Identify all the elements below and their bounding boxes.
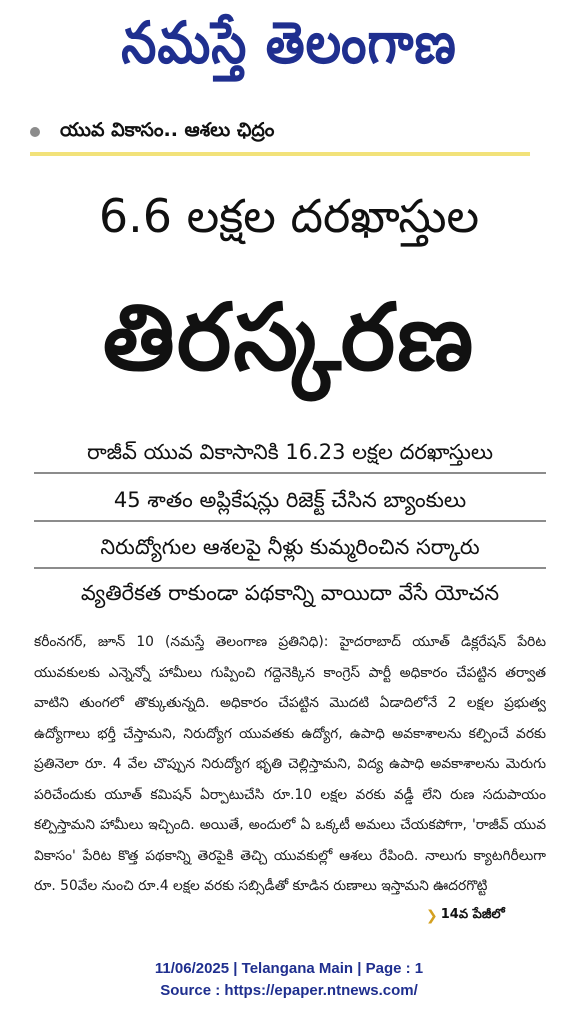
- continuation-label: 14వ పేజీలో: [440, 907, 505, 922]
- kicker-underline: [30, 152, 530, 156]
- footer-date-page: 11/06/2025 | Telangana Main | Page : 1: [154, 960, 424, 977]
- continuation-link[interactable]: [426, 905, 505, 927]
- newspaper-masthead: నమస్తే తెలంగాణ: [121, 8, 457, 77]
- subhead-4: వ్యతిరేకత రాకుండా పథకాన్ని వాయిదా వేసే యోచన: [80, 581, 500, 605]
- kicker-text: యువ వికాసం.. ఆశలు ఛిద్రం: [60, 118, 275, 141]
- chevron-right-icon: ❯: [426, 908, 438, 924]
- kicker-row: [28, 116, 548, 148]
- article-body: కరీంనగర్, జూన్ 10 (నమస్తే తెలంగాణ ప్రతినిధి): హైదరాబాద్ యూత్ డిక్లరేషన్ పేరిట యువకులకు ఎన్నెన్నో హామీలు గుప్పించి గద్దెనెక్కిన కాంగ్రెస్ పార్టీ అధికారం చేపట్టిన తర్వాత వాటిని తుంగలో తొక్కుతున్నది. అధికారం చేపట్టిన మొదటి ఏడాదిలోనే 2 లక్షల ప్రభుత్వ ఉద్యోగాలు భర్తీ చేస్తామని, నిరుద్యోగ యువతకు ఉద్యోగ, ఉపాధి అవకాశాలను కల్పించే వరకు ప్రతినెలా రూ. 4 వేల చొప్పున నిరుద్యోగ భృతి చెల్లిస్తామని, విద్య ఉపాధి అవకాశాలను మెరుగు పరిచేందుకు యూత్ కమిషన్ ఏర్పాటుచేసి రూ.10 లక్షల వరకు వడ్డీ లేని రుణ సదుపాయం కల్పిస్తామని హామీలు ఇచ్చింది. అయితే, అందులో ఏ ఒక్కటీ అమలు చేయకపోగా, 'రాజీవ్ యువ వికాసం' పేరిట కొత్త పథకాన్ని తెరపైకి తెచ్చి యువకుల్లో ఆశలు రేపింది. నాలుగు క్యాటగిరీలుగా రూ. 50వేల నుంచి రూ.4 లక్షల వరకు సబ్సిడీతో కూడిన రుణాలు ఇస్తామని ఊదరగొట్టి: [34, 634, 546, 894]
- headline-line-2: తిరస్కరణ: [102, 284, 476, 391]
- footer-source: Source : https://epaper.ntnews.com/: [160, 982, 418, 999]
- headline-line-1: 6.6 లక్షల దరఖాస్తుల: [98, 189, 480, 243]
- subhead-3: నిరుద్యోగుల ఆశలపై నీళ్లు కుమ్మరించిన సర్కారు: [34, 527, 546, 569]
- bullet-icon: [30, 127, 40, 137]
- subhead-2: 45 శాతం అప్లికేషన్లు రిజెక్ట్ చేసిన బ్యాంకులు: [34, 480, 546, 522]
- subhead-1: రాజీవ్ యువ వికాసానికి 16.23 లక్షల దరఖాస్తులు: [34, 432, 546, 474]
